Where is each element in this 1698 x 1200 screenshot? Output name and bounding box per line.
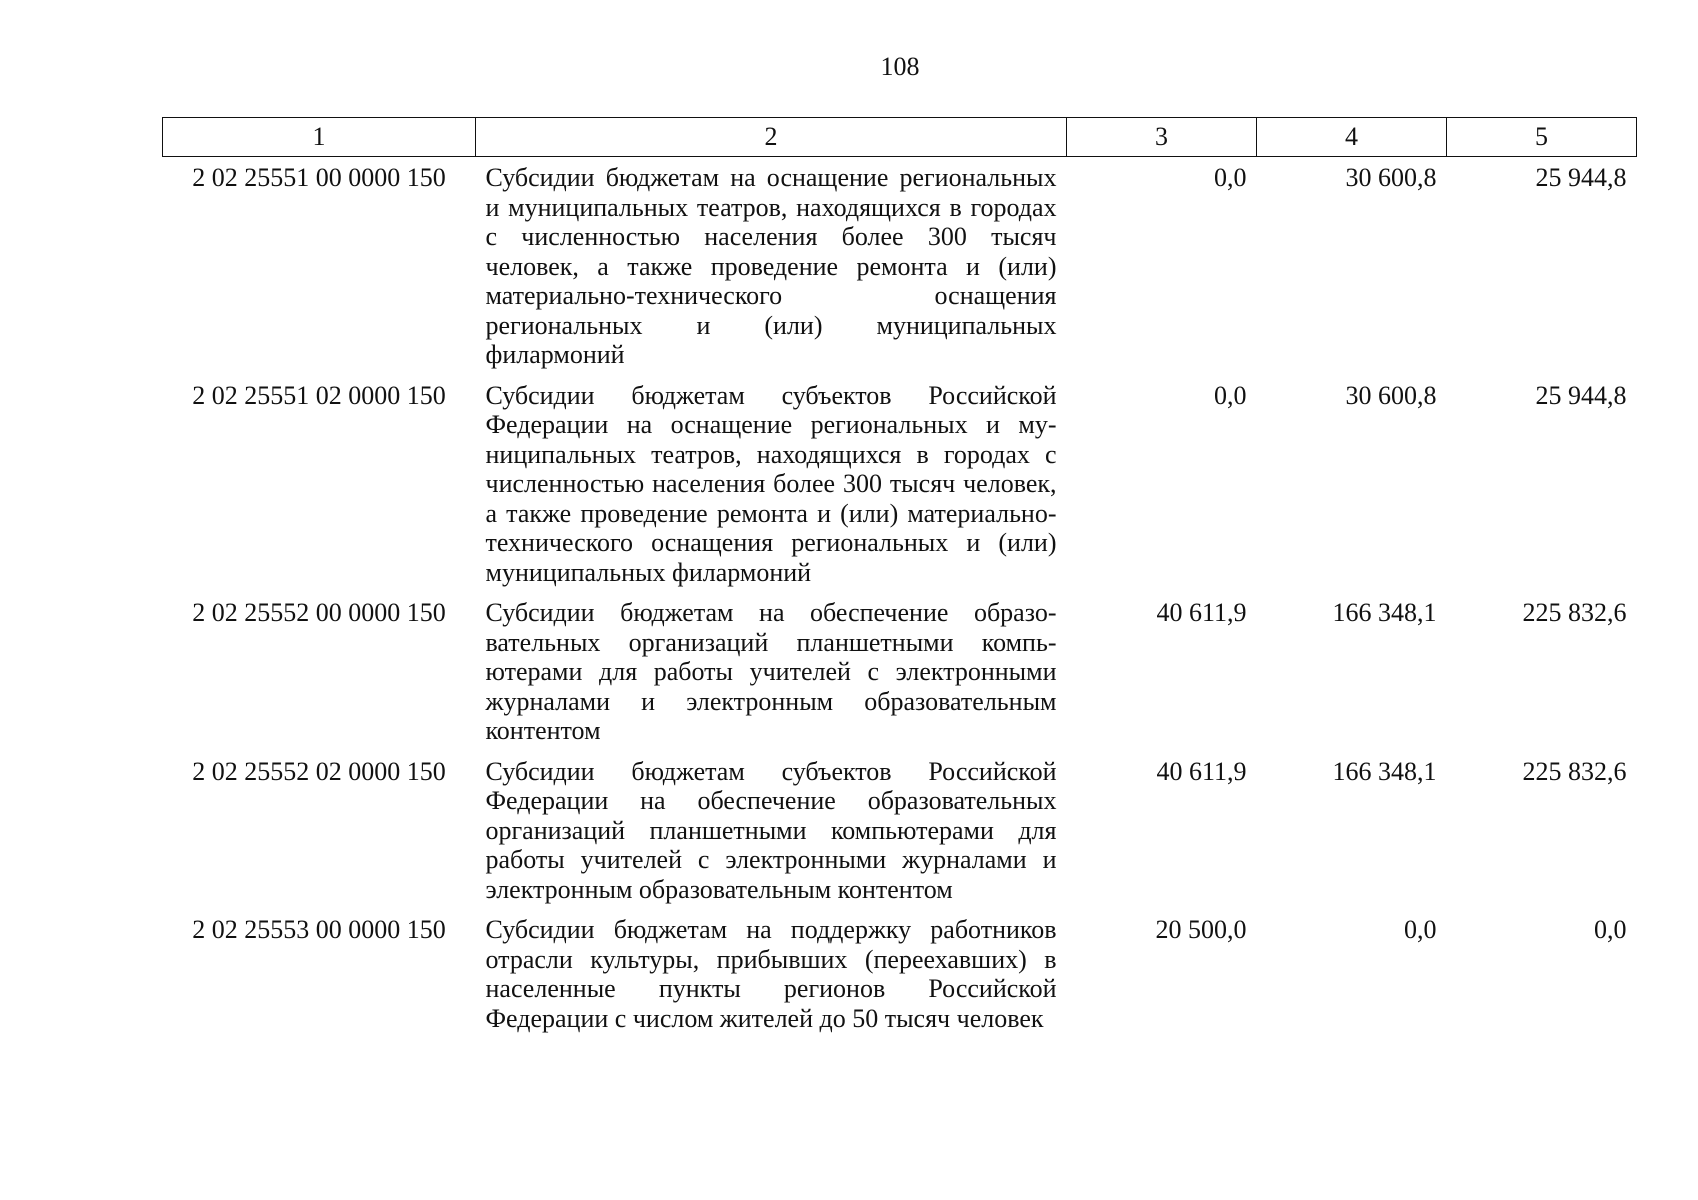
amount-col3-cell: 0,0 — [1214, 163, 1247, 192]
description-cell: Субсидии бюджетам на обеспечение образовательных организаций планшетными компьютерами для работы учителей с электронными журналами и электронным образовательным контентом — [485, 598, 1057, 745]
table-row — [163, 376, 1637, 594]
amount-col4-cell: 0,0 — [1404, 915, 1437, 944]
amount-col5-cell: 225 832,6 — [1522, 756, 1627, 786]
amount-col4-cell: 30 600,8 — [1345, 163, 1437, 192]
amount-col3-cell: 20 500,0 — [1155, 915, 1247, 944]
column-header-4: 4 — [1257, 118, 1447, 157]
description-cell: Субсидии бюджетам субъектов Российской Федерации на обеспечение образовательных организаций планшетными компьютерами для работы учителей с электронными журналами и электронным образовательным контентом — [485, 756, 1057, 904]
table-body — [163, 157, 1637, 1040]
header-row — [163, 118, 1637, 157]
budget-code-cell: 2 02 25551 02 0000 150 — [192, 380, 446, 410]
budget-code-cell: 2 02 25552 00 0000 150 — [192, 598, 446, 627]
budget-code-cell: 2 02 25552 02 0000 150 — [192, 756, 446, 786]
column-header-3: 3 — [1067, 118, 1257, 157]
amount-col5-cell: 0,0 — [1594, 915, 1627, 944]
budget-table — [162, 117, 1637, 1039]
table-header — [163, 118, 1637, 157]
amount-col5-cell: 25 944,8 — [1535, 380, 1627, 410]
amount-col3-cell: 0,0 — [1214, 380, 1247, 410]
amount-col4-cell: 166 348,1 — [1332, 598, 1437, 627]
amount-col3-cell: 40 611,9 — [1156, 756, 1247, 786]
table-row — [163, 910, 1637, 1039]
amount-col5-cell: 25 944,8 — [1535, 163, 1627, 192]
amount-col4-cell: 30 600,8 — [1345, 380, 1437, 410]
page-number: 108 — [880, 52, 920, 81]
budget-code-cell: 2 02 25553 00 0000 150 — [192, 915, 446, 944]
description-cell: Субсидии бюджетам субъектов Российской Федерации на оснащение региональных и муниципальных театров, находящихся в городах с численностью населения более 300 тысяч человек, а также проведение ремонта и (или) материально-технического оснащения региональных и (или) муниципальных филармоний — [485, 380, 1057, 587]
column-header-5: 5 — [1447, 118, 1637, 157]
amount-col5-cell: 225 832,6 — [1522, 598, 1627, 627]
budget-code-cell: 2 02 25551 00 0000 150 — [192, 163, 446, 192]
amount-col4-cell: 166 348,1 — [1332, 756, 1437, 786]
table-row — [163, 593, 1637, 752]
amount-col3-cell: 40 611,9 — [1156, 598, 1247, 627]
table-row — [163, 157, 1637, 376]
column-header-1: 1 — [163, 118, 476, 157]
column-header-2: 2 — [476, 118, 1067, 157]
description-cell: Субсидии бюджетам на поддержку работников отрасли культуры, прибывших (переехавших) в населенные пункты регионов Российской Федерации с числом жителей до 50 тысяч человек — [485, 915, 1057, 1033]
table-row — [163, 752, 1637, 911]
description-cell: Субсидии бюджетам на оснащение региональных и муниципальных театров, находящихся в городах с численностью населения более 300 тысяч человек, а также проведение ремонта и (или) материально-технического оснащения региональных и (или) муниципальных филармоний — [485, 163, 1057, 369]
